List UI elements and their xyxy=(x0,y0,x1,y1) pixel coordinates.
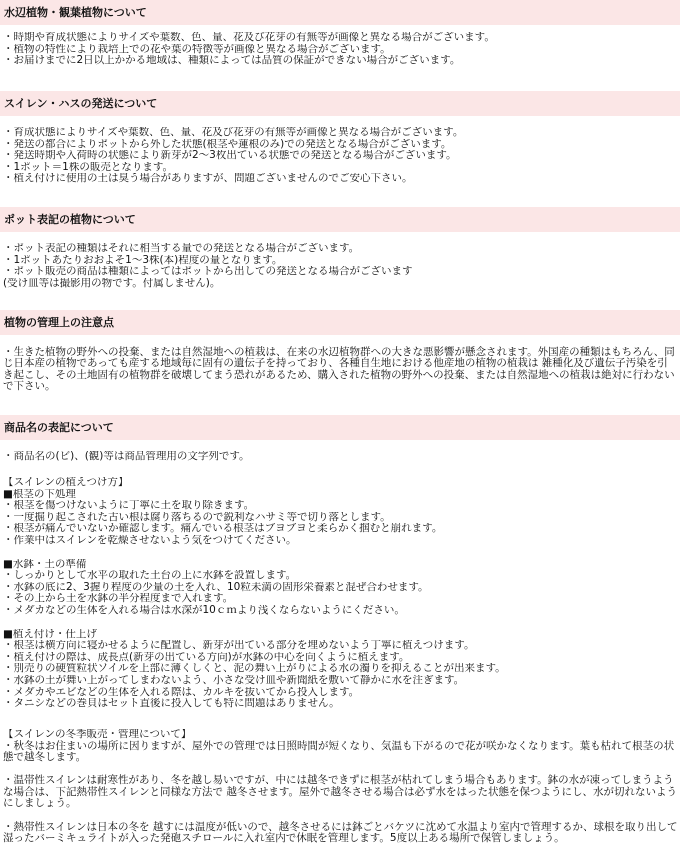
step-line: ・メダカなどの生体を入れる場合は水深が10ｃｍより浅くならないようにください。 xyxy=(3,604,405,616)
step-line: ・作業中はスイレンを乾燥させないよう気をつけてください。 xyxy=(3,534,297,546)
step-line: ・タニシなどの巻貝はセット直後に投入しても特に問題はありません。 xyxy=(3,698,340,710)
section-heading-care-cautions: 植物の管理上の注意点 xyxy=(0,310,680,335)
note-line: ・時期や育成状態によりサイズや葉数、色、量、花及び花芽の有無等が画像と異なる場合がございます。 xyxy=(3,32,495,43)
care-cautions-paragraph: ・生きた植物の野外への投棄、または自然湿地への植栽は、在来の水辺植物群への大きな悪影響が懸念されます。外国産の種類はもちろん、同じ日本産の植物であっても産する地域毎に固有の遺伝子を持っており、各種自生地における他産地の植物の植栽は 雑種化及び遺伝子汚染を引き起こし、その土地固有の植物群を破壊してまう恐れがあるため、購入された植物の野外への投棄、または自然湿地への植栽は絶対に行わないで下さい。 xyxy=(3,346,675,393)
spacer xyxy=(3,810,678,822)
step-line: ・メダカやエビなどの生体を入れる際は、カルキを抜いてから投入します。 xyxy=(3,686,360,698)
note-line: ・植物の特性により栽培上での花や葉の特徴等が画像と異なる場合がございます。 xyxy=(3,43,391,55)
step-heading: ■水鉢・土の準備 xyxy=(3,558,87,570)
step-line: ・水鉢の土が舞い上がってしまわないよう、小さな受け皿や新聞紙を敷いて静かに水を注ぎます。 xyxy=(3,674,465,686)
step-line: ・水鉢の底に2、3握り程度の少量の土を入れ、10粒未満の固形栄養素と混ぜ合わせます。 xyxy=(3,581,429,593)
waterlily-shipping-notes xyxy=(3,127,678,185)
note-line: ・お届けまでに2日以上かかる地域は、種類によっては品質の保証ができない場合がございます。 xyxy=(3,55,461,67)
pot-labeled-notes xyxy=(3,243,678,289)
note-line: ・発送の都合によりポットから外した状態(根茎や蓮根のみ)での発送となる場合がございます。 xyxy=(3,138,452,150)
section-heading-pot-labeled-plants: ポット表記の植物について xyxy=(0,207,680,232)
note-line: ・1ポット＝1株の販売となります。 xyxy=(3,161,174,173)
step-line: ・別売りの硬質粒状ソイルを上部に薄くしくと、泥の舞い上がりによる水の濁りを抑えることが出来ます。 xyxy=(3,663,506,675)
note-line: ・1ポットあたりおおよそ1〜3株(本)程度の量となります。 xyxy=(3,254,283,266)
step-line: ・植え付けの際は、成長点(新芽の出ている方向)が水鉢の中心を向くように植えます。 xyxy=(3,651,410,663)
step-line: ・しっかりとして水平の取れた土台の上に水鉢を設置します。 xyxy=(3,570,297,582)
note-line: ・ポット販売の商品は種類によってはポットから出しての発送となる場合がございます xyxy=(3,266,413,278)
planting-guide-title: 【スイレンの植えつけ方】 xyxy=(3,477,129,488)
step-heading: ■根茎の下処理 xyxy=(3,488,76,500)
step-heading: ■植え付け・仕上げ xyxy=(3,628,97,640)
product-name-notes xyxy=(3,451,678,463)
note-line: ・植え付けに使用の土は臭う場合がありますが、問題ございませんのでご安心下さい。 xyxy=(3,173,413,185)
note-line: ・発送時期や入荷時の状態により新芽が2〜3枚出ている状態での発送となる場合がございます。 xyxy=(3,150,457,162)
section-heading-product-name-notation: 商品名の表記について xyxy=(0,415,680,440)
spacer xyxy=(3,547,678,559)
section-heading-aquatic-plants: 水辺植物・観葉植物について xyxy=(0,0,680,25)
winter-care-paragraph: ・温帯性スイレンは耐寒性があり、冬を越し易いですが、中には越冬できずに根茎が枯れてしまう場合もあります。鉢の水が凍ってしまうような場合は、下記熱帯性スイレンと同様な方法で 越冬させます。屋外で越冬させる場合は必ず水をはった状態を保つようにし、水が切れないようにしましょう。 xyxy=(3,774,678,810)
step-line: ・根茎が痛んでいないか確認します。痛んでいる根茎はブヨブヨと柔らかく掴むと崩れます。 xyxy=(3,523,443,535)
step-line: ・その上から土を水鉢の半分程度まで入れます。 xyxy=(3,593,234,605)
winter-care xyxy=(3,729,678,844)
note-line: ・商品名の(ビ)、(観)等は商品管理用の文字列です。 xyxy=(3,451,250,462)
note-line: ・ポット表記の種類はそれに相当する量での発送となる場合がございます。 xyxy=(3,243,360,254)
section-heading-waterlily-shipping: スイレン・ハスの発送について xyxy=(0,91,680,116)
planting-guide xyxy=(3,477,678,710)
winter-care-paragraph: ・熱帯性スイレンは日本の冬を 越すには温度が低いので、越冬させるには鉢ごとバケツに沈めて水温より室内で管理するか、球根を取り出して湿ったバーミキュライトが入った発砲スチロールに入れ室内で休眠を管理します。5度以上ある場所で保管しましょう。 xyxy=(3,820,678,845)
winter-care-title: 【スイレンの冬季販売・管理について】 xyxy=(3,729,192,740)
note-line: ・育成状態によりサイズや葉数、色、量、花及び花芽の有無等が画像と異なる場合がございます。 xyxy=(3,127,464,138)
step-line: ・一度掘り起こされた古い根は腐り落ちるので鋭利なハサミ等で切り落とします。 xyxy=(3,511,391,523)
note-line: (受け皿等は撮影用の物です。付属しません)。 xyxy=(3,277,221,289)
winter-care-paragraph: ・秋冬はお住まいの場所に因りますが、屋外での管理では日照時間が短くなり、気温も下がるので花が咲かなくなります。葉も枯れて根茎の状態で越冬します。 xyxy=(3,739,675,763)
spacer xyxy=(3,617,678,629)
step-line: ・根茎を傷つけないように丁寧に土を取り除きます。 xyxy=(3,500,255,512)
step-line: ・根茎は横方向に寝かせるように配置し、新芽が出ている部分を埋めないよう丁寧に植えつけます。 xyxy=(3,640,475,652)
aquatic-plants-notes xyxy=(3,32,678,67)
